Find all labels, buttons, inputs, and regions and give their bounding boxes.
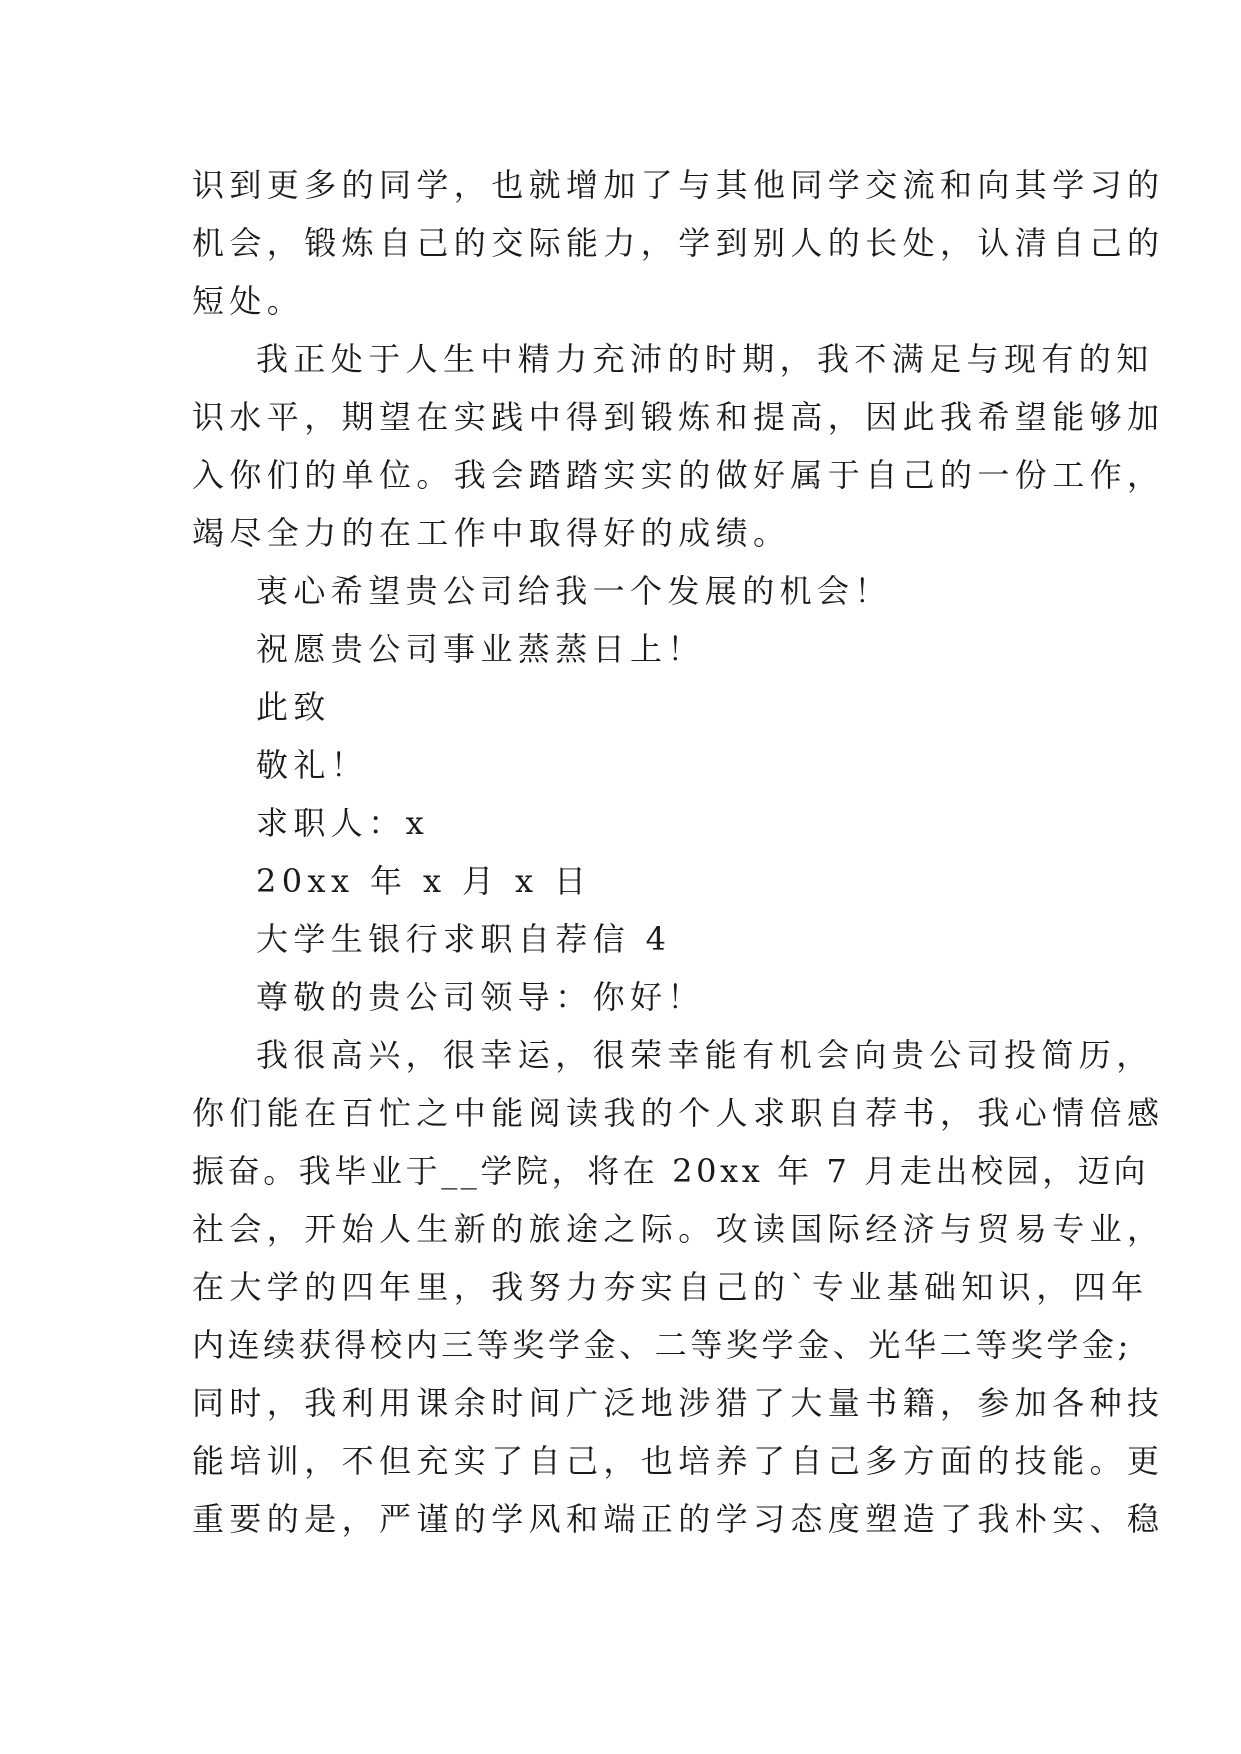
paragraph-line: 能培训，不但充实了自己，也培养了自己多方面的技能。更	[192, 1442, 1165, 1480]
salutation-line: 此致	[256, 688, 331, 726]
signature-line: 求职人：x	[256, 804, 430, 842]
salutation-line: 敬礼！	[256, 746, 369, 784]
closing-wish-line: 衷心希望贵公司给我一个发展的机会！	[256, 572, 892, 610]
paragraph-line: 入你们的单位。我会踏踏实实的做好属于自己的一份工作，	[192, 456, 1165, 494]
paragraph-line: 内连续获得校内三等奖学金、二等奖学金、光华二等奖学金;	[192, 1326, 1132, 1364]
paragraph-line: 振奋。我毕业于__学院，将在 20xx 年 7 月走出校园，迈向	[192, 1152, 1150, 1190]
paragraph-line: 同时，我利用课余时间广泛地涉猎了大量书籍，参加各种技	[192, 1384, 1165, 1422]
paragraph-line: 重要的是，严谨的学风和端正的学习态度塑造了我朴实、稳	[192, 1500, 1165, 1538]
paragraph-line: 机会，锻炼自己的交际能力，学到别人的长处，认清自己的	[192, 224, 1165, 262]
paragraph-line: 在大学的四年里，我努力夯实自己的`专业基础知识，四年	[192, 1268, 1149, 1306]
closing-wish-line: 祝愿贵公司事业蒸蒸日上！	[256, 630, 705, 668]
paragraph-line: 短处。	[192, 282, 305, 320]
paragraph-line: 竭尽全力的在工作中取得好的成绩。	[192, 514, 791, 552]
paragraph-line: 你们能在百忙之中能阅读我的个人求职自荐书，我心情倍感	[192, 1094, 1165, 1132]
greeting-line: 尊敬的贵公司领导：你好！	[256, 978, 705, 1016]
document-body	[192, 156, 1165, 1548]
paragraph-line: 我很高兴，很幸运，很荣幸能有机会向贵公司投简历，	[256, 1036, 1154, 1074]
paragraph-line: 识到更多的同学，也就增加了与其他同学交流和向其学习的	[192, 166, 1165, 204]
paragraph-line: 社会，开始人生新的旅途之际。攻读国际经济与贸易专业，	[192, 1210, 1165, 1248]
paragraph-line: 识水平，期望在实践中得到锻炼和提高，因此我希望能够加	[192, 398, 1165, 436]
paragraph-line: 我正处于人生中精力充沛的时期，我不满足与现有的知	[256, 340, 1154, 378]
letter-title: 大学生银行求职自荐信 4	[256, 920, 672, 958]
date-line: 20xx 年 x 月 x 日	[256, 862, 592, 900]
